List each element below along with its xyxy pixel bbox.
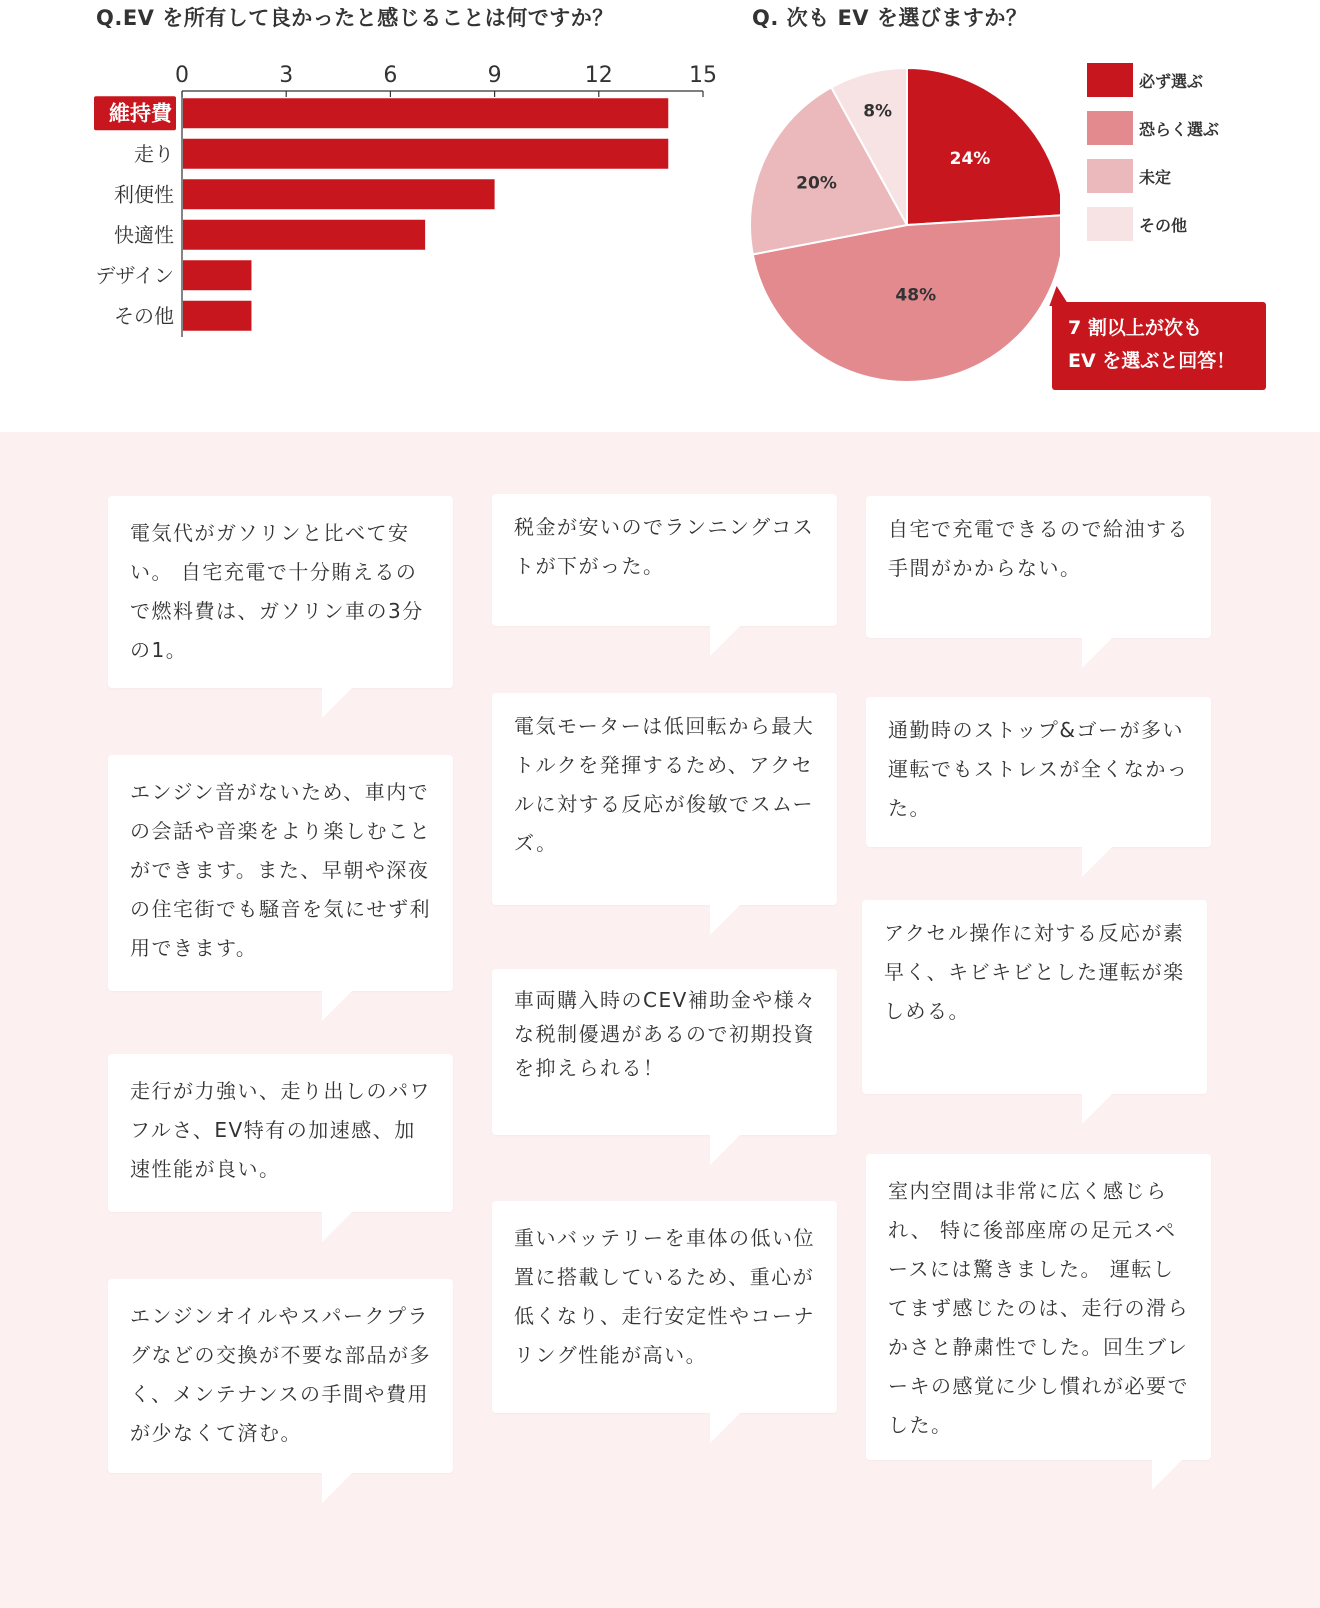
comment-bubble-tail — [1082, 638, 1112, 668]
legend-item — [1087, 159, 1219, 193]
bar-category-label: 走り — [134, 141, 174, 166]
bar-x-tick-label: 0 — [175, 63, 189, 88]
pie-legend — [1087, 63, 1219, 255]
comment-text: 税金が安いのでランニングコストが下がった。 — [514, 515, 815, 578]
comment-text: 通勤時のストップ&ゴーが多い運転でもストレスが全くなかった。 — [888, 718, 1189, 820]
comment-bubble-tail — [322, 1473, 352, 1503]
comment-bubble — [108, 1054, 453, 1212]
comment-text: 車両購入時のCEV補助金や様々な税制優遇があるので初期投資を抑えられる！ — [514, 988, 817, 1080]
comment-text: 自宅で充電できるので給油する手間がかからない。 — [888, 517, 1189, 580]
bar-x-tick-label: 15 — [689, 63, 717, 88]
comment-bubble-tail — [1082, 1094, 1112, 1124]
bar — [183, 301, 251, 331]
bar — [183, 220, 425, 250]
comment-bubble-tail — [322, 1212, 352, 1242]
callout-line-1: 7 割以上が次も — [1068, 317, 1202, 339]
comment-text: 室内空間は非常に広く感じられ、 特に後部座席の足元スペースには驚きました。 運転してまず感じたのは、走行の滑らかさと静粛性でした。回生ブレーキの感覚に少し慣れが必要でした。 — [888, 1179, 1189, 1437]
pie-chart — [740, 60, 1060, 400]
legend-label: 恐らく選ぶ — [1139, 119, 1220, 139]
bar — [183, 98, 668, 128]
comment-text: アクセル操作に対する反応が素早く、キビキビとした運転が楽しめる。 — [884, 921, 1185, 1023]
pie-slice-label: 24% — [949, 148, 991, 169]
comment-bubble-tail — [710, 1135, 740, 1165]
callout-line-2: EV を選ぶと回答！ — [1068, 350, 1236, 372]
comment-text: 電気モーターは低回転から最大トルクを発揮するため、アクセルに対する反応が俊敏でスムーズ。 — [514, 714, 815, 855]
comment-text: エンジンオイルやスパークプラグなどの交換が不要な部品が多く、メンテナンスの手間や費用が少なくて済む。 — [130, 1304, 431, 1445]
bar-x-tick-label: 3 — [279, 63, 294, 88]
legend-swatch — [1087, 111, 1133, 145]
pie-slice — [907, 68, 1060, 225]
bar-category-label: デザイン — [95, 263, 174, 288]
comment-text: 重いバッテリーを車体の低い位置に搭載しているため、重心が低くなり、走行安定性やコーナリング性能が高い。 — [514, 1226, 815, 1367]
legend-item — [1087, 63, 1219, 97]
bar — [183, 179, 495, 209]
comment-text: 電気代がガソリンと比べて安い。 自宅充電で十分賄えるので燃料費は、ガソリン車の3分の1。 — [130, 521, 424, 662]
comment-bubble-tail — [710, 626, 740, 656]
bar — [183, 139, 668, 169]
comment-bubble — [108, 496, 453, 688]
comment-bubble — [866, 697, 1211, 847]
pie-slice-label: 48% — [895, 285, 937, 306]
comment-bubble-tail — [322, 991, 352, 1021]
pie-chart-title: Q. 次も EV を選びますか？ — [752, 6, 1028, 30]
bar-chart-title: Q.EV を所有して良かったと感じることは何ですか？ — [96, 6, 614, 30]
comment-bubble-tail — [1152, 1460, 1182, 1490]
bar-category-label: 利便性 — [114, 182, 174, 207]
comment-bubble-tail — [1082, 847, 1112, 877]
comment-bubble-tail — [710, 1413, 740, 1443]
bar-x-tick-label: 6 — [383, 63, 398, 88]
bar-x-tick-label: 9 — [487, 63, 502, 88]
bar-category-label: その他 — [114, 303, 174, 328]
comment-bubble — [492, 969, 837, 1135]
comment-text: 走行が力強い、走り出しのパワフルさ、EV特有の加速感、加速性能が良い。 — [130, 1079, 431, 1181]
pie-slice-label: 8% — [863, 101, 893, 122]
legend-item — [1087, 207, 1219, 241]
bar-x-tick-label: 12 — [584, 63, 613, 88]
comment-bubble — [866, 496, 1211, 638]
pie-annotation-callout — [1052, 302, 1266, 390]
legend-label: 未定 — [1139, 167, 1172, 187]
comments-section — [0, 432, 1320, 1608]
bar-category-label: 快適性 — [114, 222, 174, 247]
comment-bubble — [492, 494, 837, 626]
comment-bubble — [108, 1279, 453, 1473]
legend-label: 必ず選ぶ — [1139, 71, 1204, 91]
legend-swatch — [1087, 63, 1133, 97]
comment-bubble — [492, 693, 837, 905]
comment-text: エンジン音がないため、車内での会話や音楽をより楽しむことができます。また、早朝や深夜の住宅街でも騒音を気にせず利用できます。 — [130, 780, 431, 960]
legend-swatch — [1087, 159, 1133, 193]
comment-bubble — [862, 900, 1207, 1094]
comment-bubble — [492, 1201, 837, 1413]
survey-charts-section — [0, 0, 1320, 432]
pie-slice-label: 20% — [796, 173, 837, 194]
comment-bubble-tail — [710, 905, 740, 935]
legend-label: その他 — [1139, 215, 1188, 235]
comment-bubble — [866, 1154, 1211, 1460]
bar — [183, 260, 251, 290]
bar-category-label: 維持費 — [109, 101, 172, 126]
comment-bubble — [108, 755, 453, 991]
comment-bubble-tail — [322, 688, 352, 718]
bar-chart — [0, 40, 720, 340]
legend-item — [1087, 111, 1219, 145]
legend-swatch — [1087, 207, 1133, 241]
